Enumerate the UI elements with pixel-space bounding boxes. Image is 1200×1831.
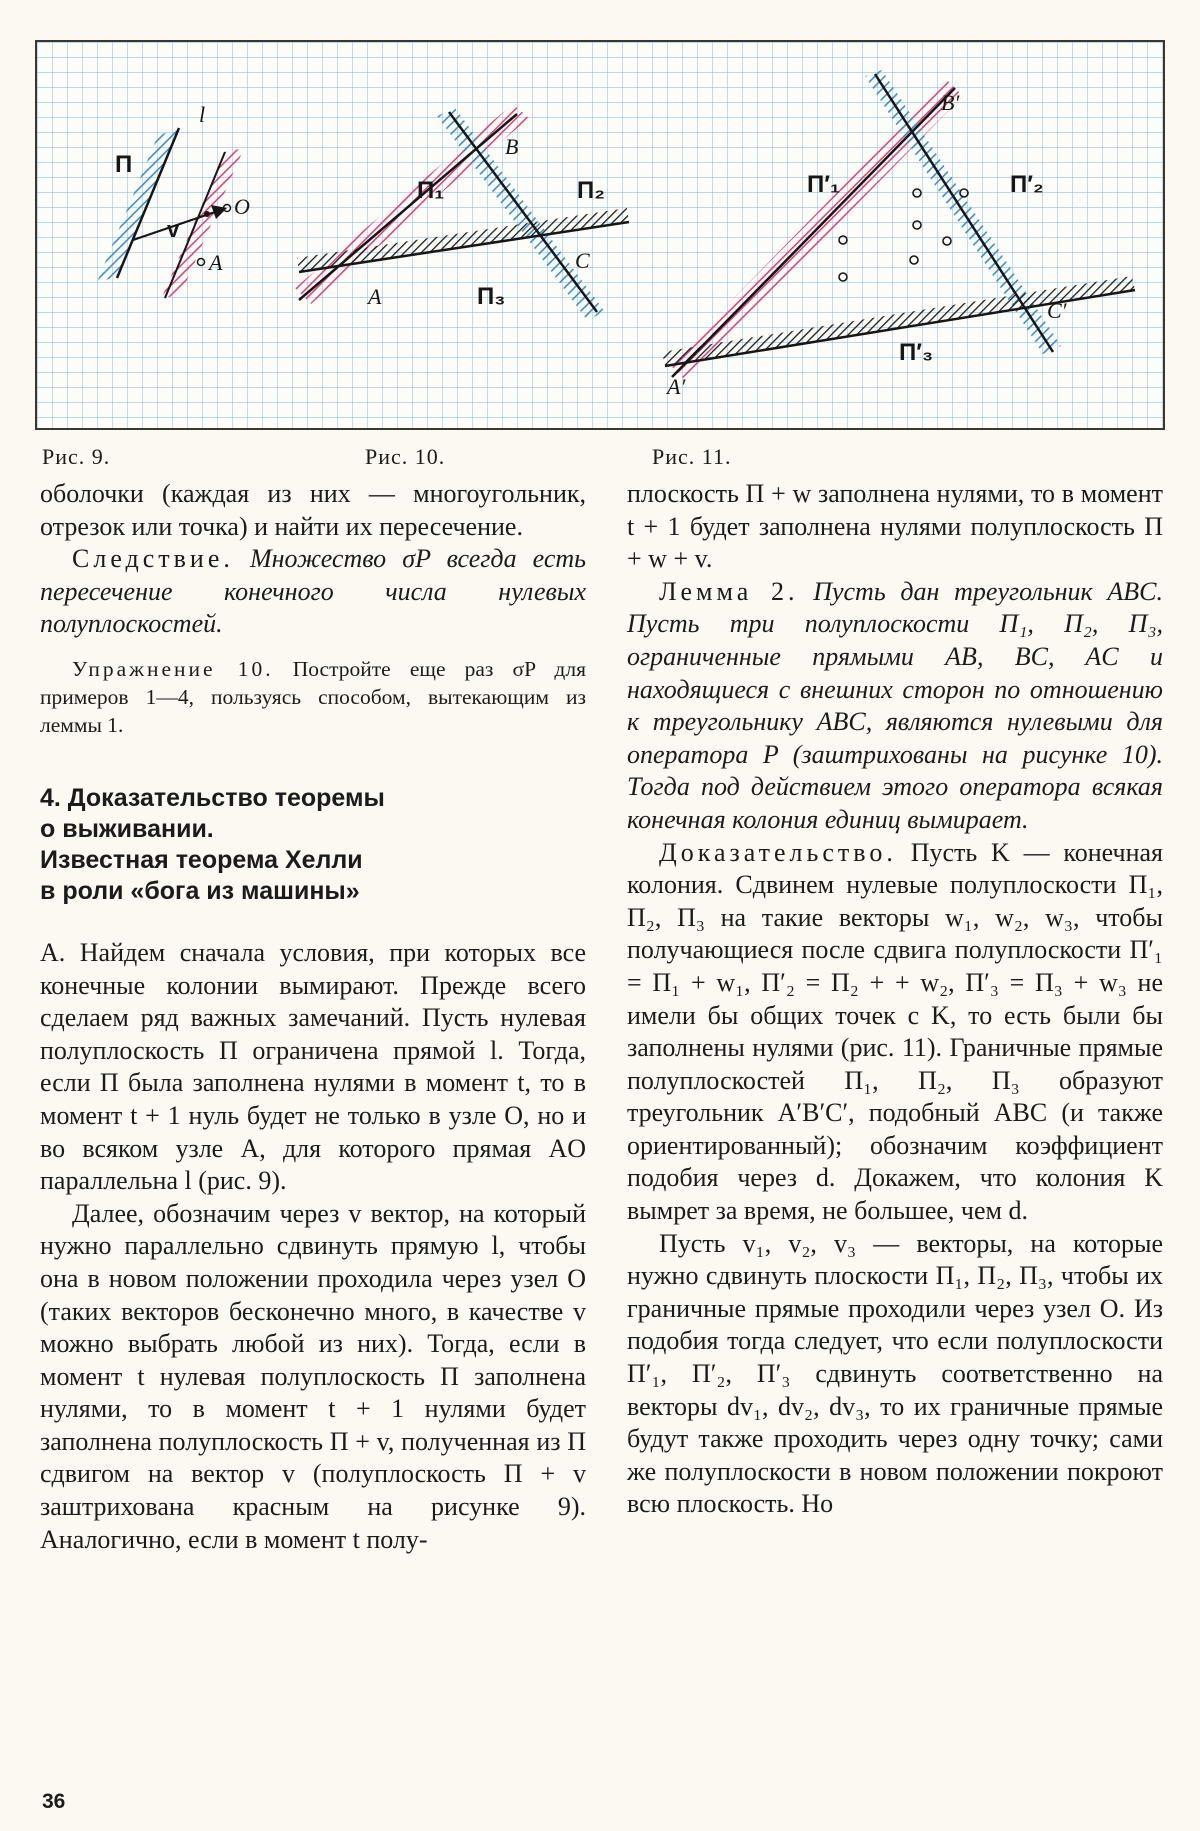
right-paragraph-1: плоскость П + w заполнена нулями, то в момент t + 1 будет заполнена нулями полуплоскость П + w + v.	[627, 479, 1163, 574]
figures-drawing	[37, 42, 1165, 430]
fig9-label-p: П	[115, 151, 133, 178]
left-paragraph-1: оболочки (каждая из них — многоугольник, отрезок или точка) и найти их пересечение.	[40, 479, 586, 541]
left-column	[40, 478, 586, 1556]
section-heading-line: Известная теорема Хелли	[40, 845, 363, 874]
proof	[627, 837, 1163, 1228]
fig9-label-v: v	[167, 217, 180, 242]
fig11-label-a: A′	[667, 374, 686, 399]
corollary	[40, 543, 586, 641]
fig10-label-p2: П₂	[577, 177, 605, 204]
lemma-text: Пусть дан треугольник ABC. Пусть три полуплоскости П₁, П₂, П₃, ограниченные прямыми AB, BC, AC и находящиеся с внешних сторон по отношению к треугольнику ABC, являются нулевыми для оператора P (заштрихованы на рисунке 10). Тогда под действием этого оператора всякая конечная колония единиц вымирает.	[627, 576, 1164, 834]
fig11-label-c: C′	[1047, 298, 1067, 323]
section-heading-line: 4. Доказательство теоремы	[40, 783, 385, 812]
fig10-label-a: A	[368, 284, 382, 309]
section-heading	[40, 783, 586, 907]
lemma	[627, 576, 1163, 837]
fig9-label-l: l	[199, 102, 206, 127]
fig11-label-b: B′	[941, 90, 960, 115]
fig10-label-b: B	[505, 134, 519, 159]
fig10-label-p1: П₁	[417, 177, 445, 204]
fig11-label-p1: П′₁	[807, 171, 840, 198]
exercise-text: Постройте еще раз σP для примеров 1—4, пользуясь способом, вытекающим из леммы 1.	[40, 656, 586, 737]
page-number: 36	[42, 1790, 66, 1813]
caption-fig9: Рис. 9.	[42, 444, 111, 469]
fig9-label-a: A	[209, 250, 223, 275]
fig9-label-o: O	[234, 194, 250, 219]
figure-panel	[35, 40, 1165, 430]
proof-text: Пусть K — конечная колония. Сдвинем нулевые полуплоскости П₁, П₂, П₃ на такие векторы w₁, w₂, w₃, чтобы получающиеся после сдвига полуплоскости П′₁ = П₁ + w₁, П′₂ = П₂ + + w₂, П′₃ = П₃ + w₃ не имели бы общих точек с K, то есть были бы заполнены нулями (рис. 11). Граничные прямые полуплоскостей П₁, П₂, П₃ образуют треугольник A′B′C′, подобный ABC (и также ориентированный); обозначим коэффициент подобия через d. Докажем, что колония K вымрет за время, не большее, чем d.	[627, 837, 1163, 1226]
grid-background	[37, 42, 1165, 430]
corollary-text: Множество σP всегда есть пересечение конечного числа нулевых полуплоскостей.	[40, 544, 587, 639]
exercise-label: Упражнение 10.	[72, 656, 274, 681]
right-paragraph-last: Пусть v₁, v₂, v₃ — векторы, на которые нужно сдвинуть плоскости П₁, П₂, П₃, чтобы их граничные прямые проходили через узел O. Из подобия тогда следует, что если полуплоскости П′₁, П′₂, П′₃ сдвинуть соответственно на векторы dv₁, dv₂, dv₃, то их граничные прямые будут также проходить через одну точку; сами же полуплоскости в новом положении покроют всю плоскость. Но	[627, 1228, 1163, 1519]
paragraph-b: Далее, обозначим через v вектор, на который нужно параллельно сдвинуть прямую l, чтобы она в новом положении проходила через узел O (таких векторов бесконечно много, в качестве v можно выбрать любой из них). Тогда, если в момент t нулевая полуплоскость П заполнена нулями, то в момент t + 1 нулями будет заполнена полуплоскость П + v, полученная из П сдвигом на вектор v (полуплоскость П + v заштрихована красным на рисунке 9). Аналогично, если в момент t полу-	[40, 1198, 586, 1554]
fig11-label-p2: П′₂	[1010, 171, 1044, 198]
proof-label: Доказательство.	[659, 837, 897, 867]
paragraph-a: A. Найдем сначала условия, при которых все конечные колонии вымирают. Прежде всего сделаем ряд важных замечаний. Пусть нулевая полуплоскость П ограничена прямой l. Тогда, если П была заполнена нулями в момент t, то в момент t + 1 нуль будет не только в узле O, но и во всяком узле A, для которого прямая AO параллельна l (рис. 9).	[40, 937, 586, 1196]
fig11-label-p3: П′₃	[899, 339, 934, 366]
exercise	[40, 655, 586, 739]
fig10-label-c: C	[575, 248, 590, 273]
lemma-label: Лемма 2.	[659, 576, 799, 606]
right-column	[627, 478, 1163, 1521]
corollary-label: Следствие.	[72, 544, 234, 574]
caption-fig11: Рис. 11.	[652, 444, 732, 469]
caption-fig10: Рис. 10.	[365, 444, 446, 469]
fig10-label-p3: П₃	[477, 283, 506, 310]
section-heading-line: о выживании.	[40, 814, 214, 843]
section-heading-line: в роли «бога из машины»	[40, 876, 360, 905]
